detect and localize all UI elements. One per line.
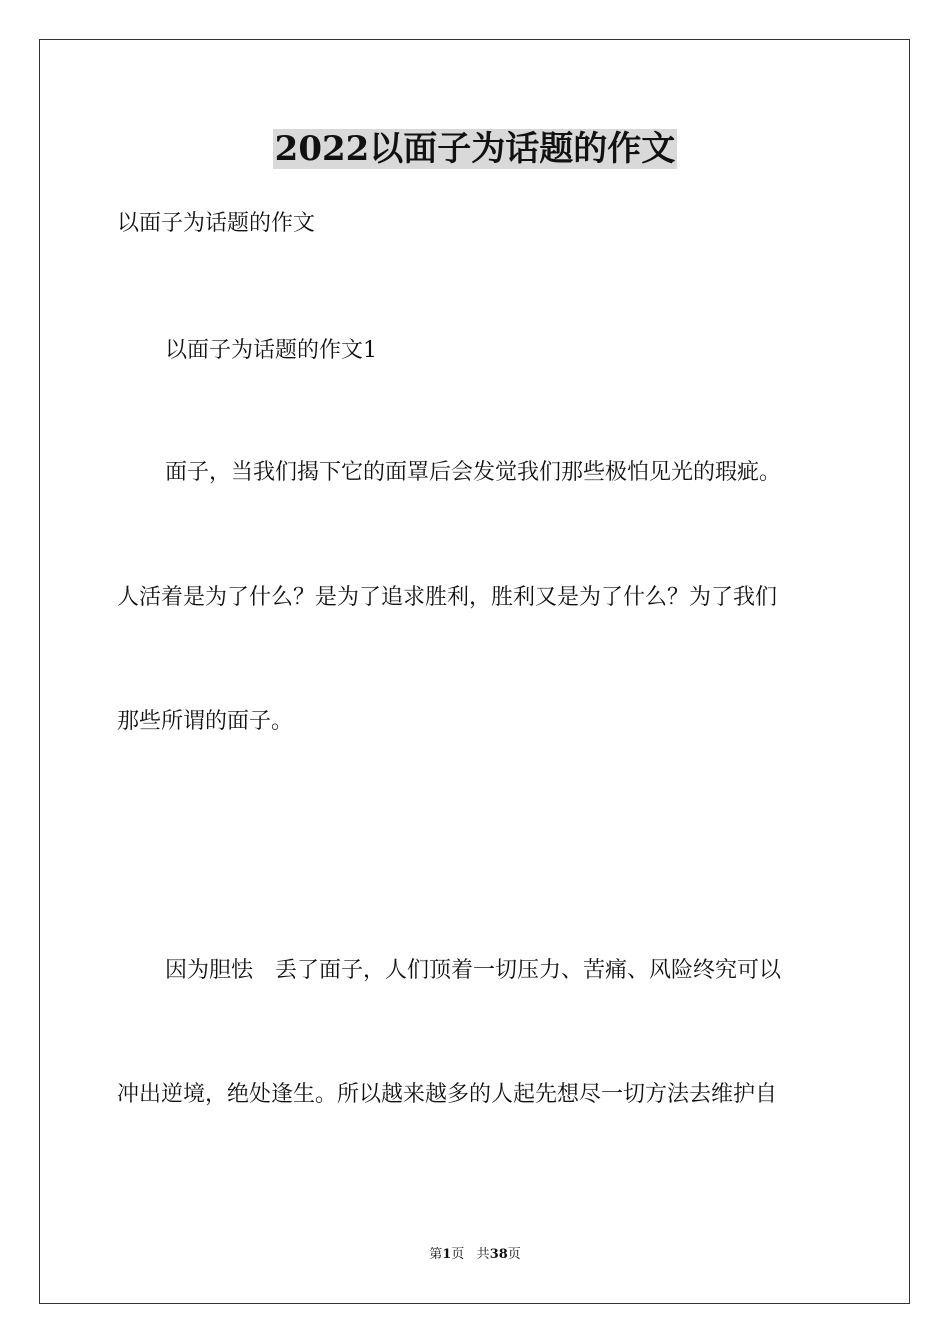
- document-title-text: 2022以面子为话题的作文: [274, 129, 676, 169]
- paragraph-line: 人活着是为了什么？是为了追求胜利，胜利又是为了什么？为了我们: [117, 585, 778, 610]
- footer-total-pages: 38: [489, 1247, 508, 1262]
- footer-prefix: 第: [429, 1247, 443, 1262]
- paragraph-line: 因为胆怯 丢了面子，人们顶着一切压力、苦痛、风险终究可以: [165, 958, 782, 983]
- document-title: [0, 124, 950, 174]
- footer-page-suffix: 页: [451, 1247, 465, 1262]
- footer-page-number: 1: [442, 1247, 452, 1262]
- section-heading: 以面子为话题的作文1: [165, 338, 377, 363]
- footer-total-suffix: 页: [507, 1247, 521, 1262]
- footer-total-prefix: 共: [476, 1247, 490, 1262]
- paragraph-line: 冲出逆境，绝处逢生。所以越来越多的人起先想尽一切方法去维护自: [117, 1082, 778, 1107]
- paragraph-line: 那些所谓的面子。: [117, 709, 294, 734]
- document-subtitle: 以面子为话题的作文: [117, 211, 316, 236]
- page-footer: [0, 1245, 950, 1265]
- paragraph-line: 面子，当我们揭下它的面罩后会发觉我们那些极怕见光的瑕疵。: [165, 460, 782, 485]
